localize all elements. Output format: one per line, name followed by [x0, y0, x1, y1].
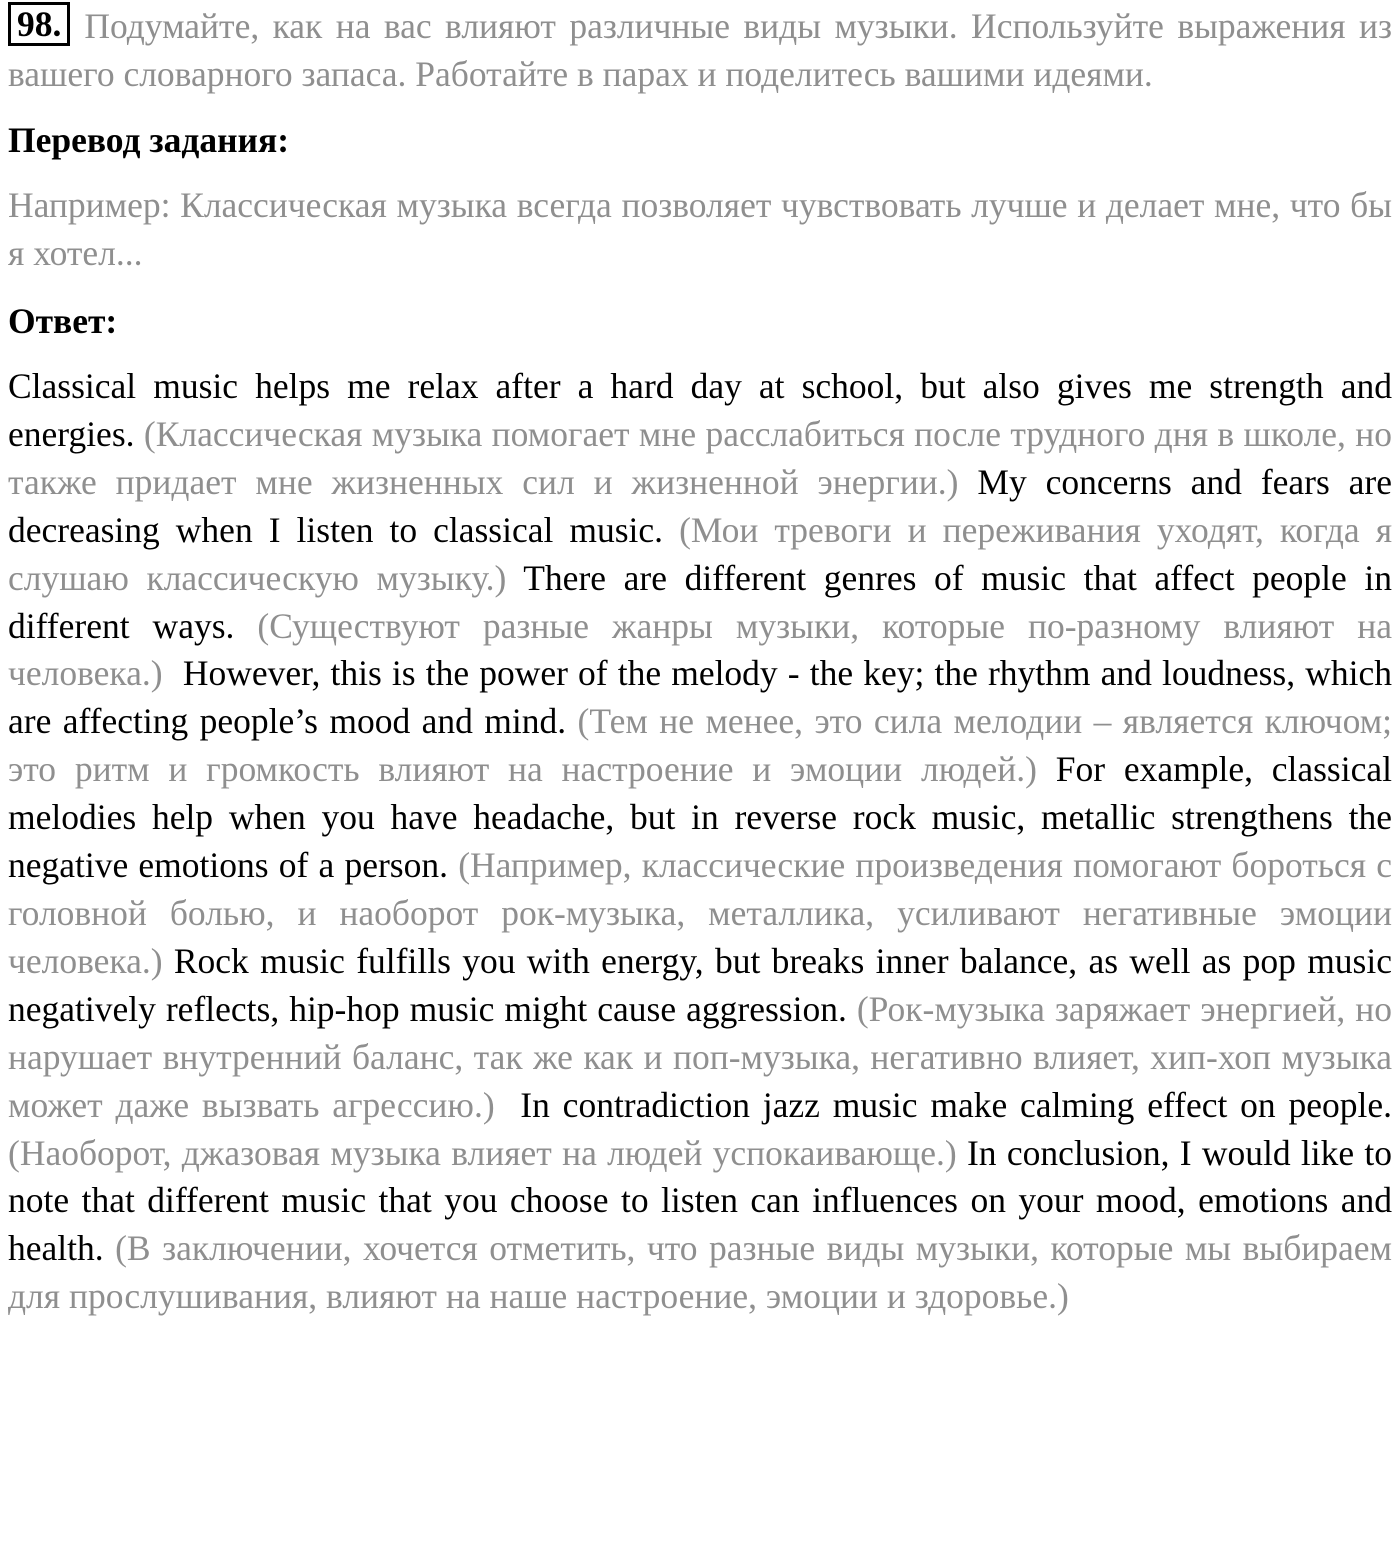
answer-english-sentence: Classical music helps me relax after a hard day at school, but also gives me strength and energies.: [8, 366, 1392, 454]
translation-text: Например: Классическая музыка всегда позволяет чувствовать лучше и делает мне, что бы я хотел...: [8, 185, 1392, 273]
answer-russian-translation: (Классическая музыка помогает мне расслабиться после трудного дня в школе, но также придает мне жизненных сил и жизненной энергии.): [8, 413, 1393, 502]
answer-english-sentence: In contradiction jazz music make calming effect on people.: [520, 1084, 1392, 1125]
answer-russian-translation: (Рок-музыка заряжает энергией, но нарушает внутренний баланс, так же как и поп-музыка, негативно влияет, хип-хоп музыка может даже вызвать агрессию.): [8, 988, 1393, 1125]
answer-english-sentence: Rock music fulfills you with energy, but breaks inner balance, as well as pop music negatively reflects, hip-hop music might cause aggression.: [8, 940, 1392, 1029]
task-prompt: [8, 0, 1392, 98]
answer-english-sentence: For example, classical melodies help when you have headache, but in reverse rock music, metallic strengthens the negative emotions of a person.: [8, 749, 1392, 886]
translation-heading: Перевод задания:: [8, 120, 290, 160]
answer-heading: Ответ:: [8, 301, 118, 341]
answer-body: [8, 363, 1392, 1321]
task-text: Подумайте, как на вас влияют различные виды музыки. Используйте выражения из вашего словарного запаса. Работайте в парах и поделитесь вашими идеями.: [8, 6, 1392, 94]
answer-russian-translation: (Тем не менее, это сила мелодии – является ключом; это ритм и громкость влияют на настроение и эмоции людей.): [8, 701, 1393, 790]
answer-russian-translation: (В заключении, хочется отметить, что разные виды музыки, которые мы выбираем для прослушивания, влияют на наше настроение, эмоции и здоровье.): [8, 1228, 1393, 1317]
answer-russian-translation: (Наоборот, джазовая музыка влияет на людей успокаивающе.): [8, 1132, 957, 1173]
document-page: [8, 0, 1392, 1321]
answer-english-sentence: My concerns and fears are decreasing when I listen to classical music.: [8, 461, 1393, 550]
answer-english-sentence: However, this is the power of the melody - the key; the rhythm and loudness, which are affecting people’s mood and mind.: [8, 653, 1392, 742]
answer-russian-translation: (Существуют разные жанры музыки, которые по-разному влияют на человека.): [8, 605, 1393, 694]
task-number-badge: 98.: [8, 2, 70, 46]
answer-russian-translation: (Например, классические произведения помогают бороться с головной болью, и наоборот рок-музыка, металлика, усиливают негативные эмоции человека.): [8, 845, 1392, 981]
answer-english-sentence: In conclusion, I would like to note that different music that you choose to listen can influences on your mood, emotions and health.: [8, 1132, 1393, 1269]
answer-russian-translation: (Мои тревоги и переживания уходят, когда я слушаю классическую музыку.): [8, 509, 1393, 598]
answer-english-sentence: There are different genres of music that affect people in different ways.: [8, 557, 1393, 646]
